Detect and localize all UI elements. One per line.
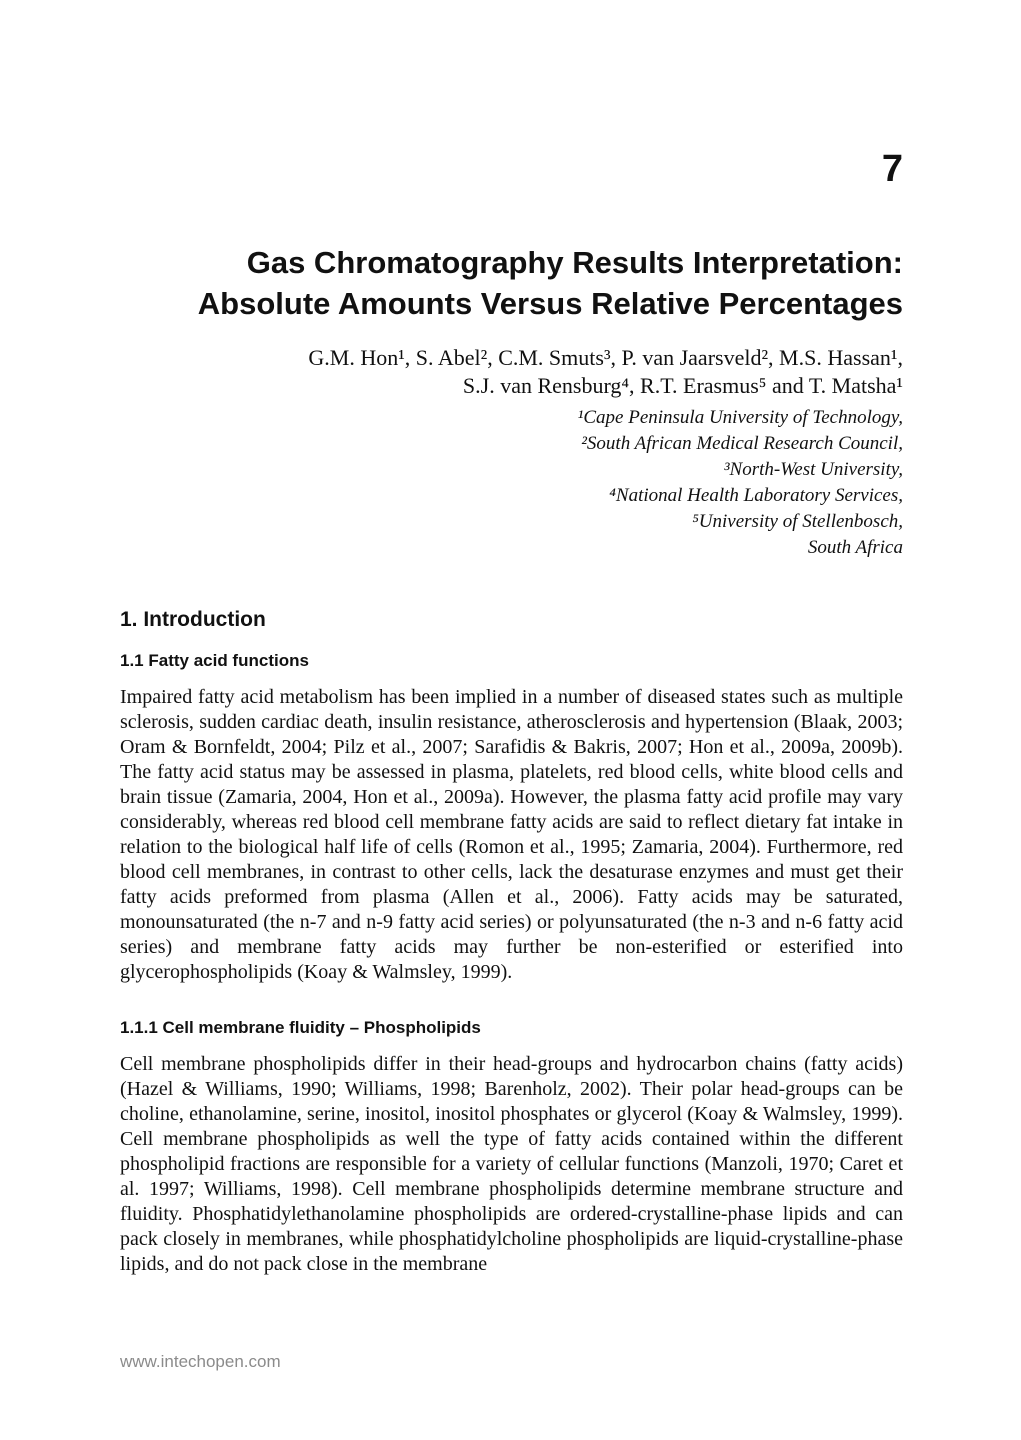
chapter-number: 7 <box>881 148 903 190</box>
affiliation-line: ¹Cape Peninsula University of Technology, <box>577 407 903 428</box>
affiliation-line: ³North-West University, <box>723 459 903 480</box>
content-column <box>120 148 903 1277</box>
author-line-1: G.M. Hon¹, S. Abel², C.M. Smuts³, P. van Jaarsveld², M.S. Hassan¹, <box>308 345 903 370</box>
affiliation-line: ⁴National Health Laboratory Services, <box>609 485 903 506</box>
subsection-heading-fatty-acid-functions: 1.1 Fatty acid functions <box>120 651 309 670</box>
author-line-2: S.J. van Rensburg⁴, R.T. Erasmus⁵ and T. Matsha¹ <box>462 373 903 398</box>
chapter-title <box>120 242 903 324</box>
affiliation-line: South Africa <box>807 537 903 558</box>
subsection-heading-cell-membrane-fluidity: 1.1.1 Cell membrane fluidity – Phospholipids <box>120 1018 481 1037</box>
affiliation-list <box>120 405 903 561</box>
chapter-title-line-1: Gas Chromatography Results Interpretation: <box>246 245 903 280</box>
footer-website-link[interactable]: www.intechopen.com <box>120 1352 281 1371</box>
affiliation-line: ⁵University of Stellenbosch, <box>692 511 903 532</box>
section-heading-introduction: 1. Introduction <box>120 608 266 631</box>
paragraph-fatty-acid-functions: Impaired fatty acid metabolism has been implied in a number of diseased states such as multiple sclerosis, sudden cardiac death, insulin resistance, atherosclerosis and hypertension (Blaak, 2003; Oram & Bornfeldt, 2004; Pilz et al., 2007; Sarafidis & Bakris, 2007; Hon et al., 2009a, 2009b). The fatty acid status may be assessed in plasma, platelets, red blood cells, white blood cells and brain tissue (Zamaria, 2004, Hon et al., 2009a). However, the plasma fatty acid profile may vary considerably, whereas red blood cell membrane fatty acids are said to reflect dietary fat intake in relation to the biological half life of cells (Romon et al., 1995; Zamaria, 2004). Furthermore, red blood cell membranes, in contrast to other cells, lack the desaturase enzymes and must get their fatty acids preformed from plasma (Allen et al., 2006). Fatty acids may be saturated, monounsaturated (the n-7 and n-9 fatty acid series) or polyunsaturated (the n-3 and n-6 fatty acid series) and membrane fatty acids may further be non-esterified or esterified into glycerophospholipids (Koay & Walmsley, 1999). <box>120 686 903 983</box>
author-list <box>120 344 903 400</box>
paragraph-cell-membrane-fluidity: Cell membrane phospholipids differ in their head-groups and hydrocarbon chains (fatty acids) (Hazel & Williams, 1990; Williams, 1998; Barenholz, 2002). Their polar head-groups can be choline, ethanolamine, serine, inositol, inositol phosphates or glycerol (Koay & Walmsley, 1999). Cell membrane phospholipids as well the type of fatty acids contained within the different phospholipid fractions are responsible for a variety of cellular functions (Manzoli, 1970; Caret et al. 1997; Williams, 1998). Cell membrane phospholipids determine membrane structure and fluidity. Phosphatidylethanolamine phospholipids are ordered-crystalline-phase lipids and can pack closely in membranes, while phosphatidylcholine phospholipids are liquid-crystalline-phase lipids, and do not pack close in the membrane <box>120 1053 903 1275</box>
affiliation-line: ²South African Medical Research Council, <box>581 433 903 454</box>
chapter-title-line-2: Absolute Amounts Versus Relative Percentages <box>197 286 903 321</box>
